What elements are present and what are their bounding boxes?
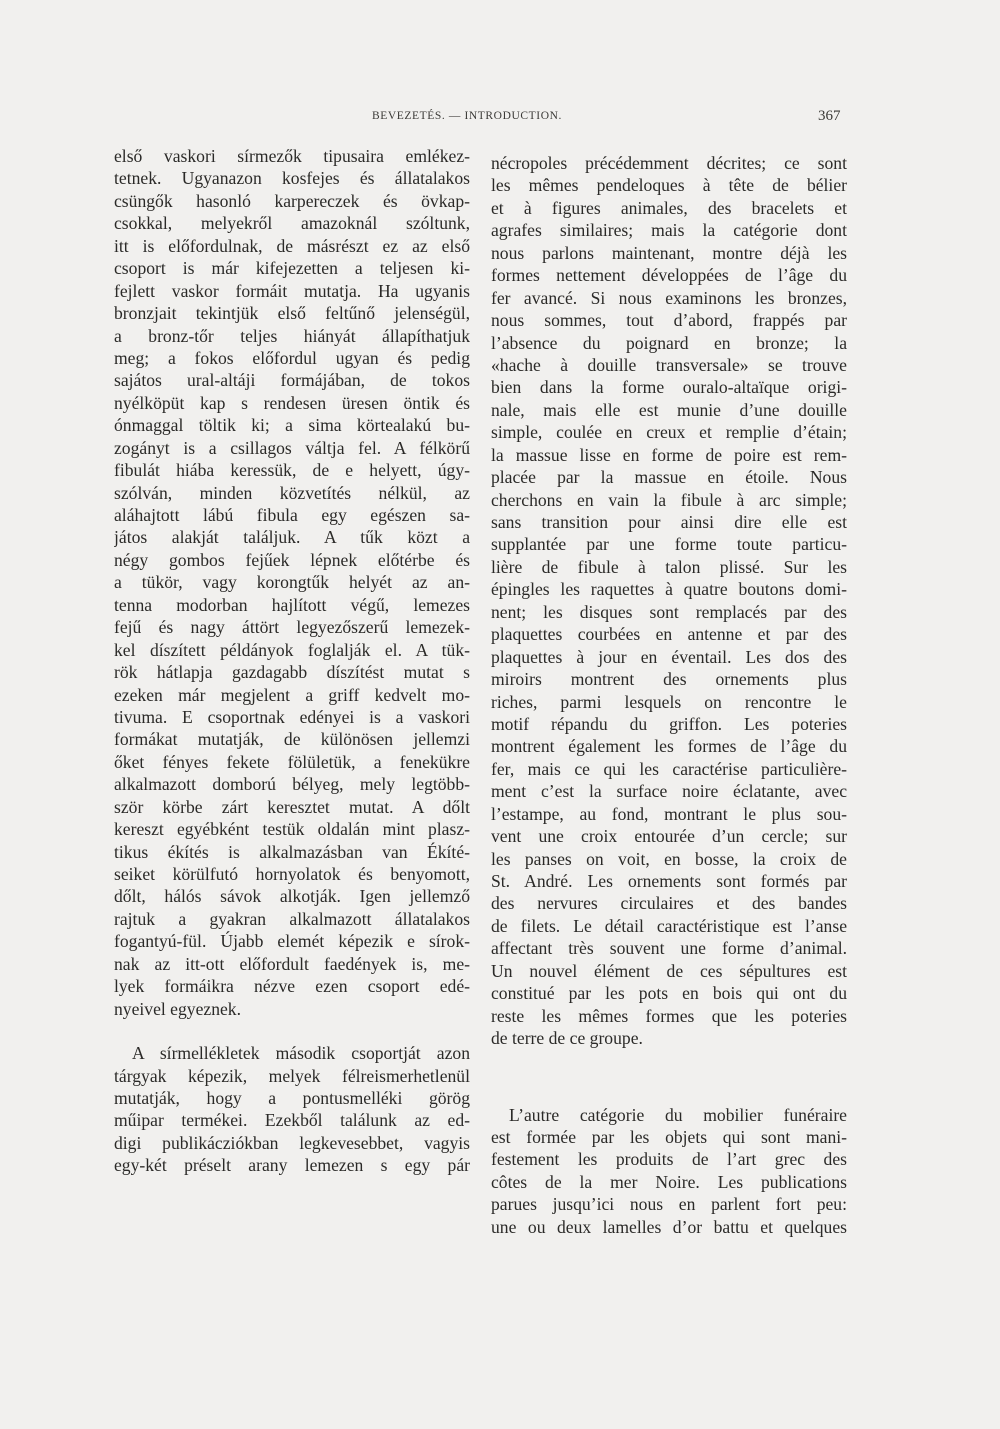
text-line: A sírmellékletek második csoportját azon: [132, 1043, 470, 1064]
text-line: tetnek. Ugyanazon kosfejes és állatalakos: [114, 168, 470, 189]
text-line: plaquettes courbées en antenne et par des: [491, 624, 847, 645]
text-line: l’estampe, au fond, montrant le plus sou-: [491, 803, 847, 824]
text-line: et à figures animales, des bracelets et: [491, 197, 847, 218]
text-line: fibulát hiába keressük, de e helyett, úgy-: [114, 460, 470, 481]
text-line: nyeivel egyeznek.: [114, 998, 242, 1019]
text-line: alkalmazott domború bélyeg, mely legtöbb-: [114, 774, 470, 795]
text-line: fejű és nagy áttört legyezőszerű lemezek-: [114, 617, 470, 638]
text-line: la massue lisse en forme de poire est rem-: [491, 444, 847, 465]
text-line: ször körbe zárt keresztet mutat. A dőlt: [114, 796, 470, 817]
page-number: 367: [818, 108, 841, 124]
text-line: bronzjait tekintjük első feltűnő jelenségül,: [114, 303, 470, 324]
text-line: fejlett vaskor formáit mutatja. Ha ugyanis: [114, 280, 470, 301]
text-line: cherchons en vain la fibule à arc simple;: [491, 489, 847, 510]
text-line: motif répandu du griffon. Les poteries: [491, 713, 847, 734]
text-line: nent; les disques sont remplacés par des: [491, 601, 847, 622]
text-line: L’autre catégorie du mobilier funéraire: [509, 1104, 847, 1125]
text-line: csüngők hasonló karpereczek és övkap-: [114, 190, 470, 211]
text-line: itt is előfordulnak, de másrészt ez az első: [114, 235, 470, 256]
text-line: de terre de ce groupe.: [491, 1028, 643, 1049]
text-line: tikus ékítés is alkalmazásban van Ékíté-: [114, 841, 470, 862]
text-line: miroirs montrent des ornements plus: [491, 669, 847, 690]
text-line: kereszt egyébként testük oldalán mint plasz-: [114, 819, 470, 840]
text-line: les mêmes pendeloques à tête de bélier: [491, 175, 847, 196]
french-paragraph-2: [491, 1104, 847, 1239]
text-line: mutatják, hogy a pontusmelléki görög: [114, 1087, 470, 1108]
text-line: szólván, minden közvetítés nélkül, az: [114, 482, 470, 503]
text-line: csokkal, melyekről amazoknál szóltunk,: [114, 213, 470, 234]
text-line: reste les mêmes formes que les poteries: [491, 1005, 847, 1026]
text-line: placée par la massue en étoile. Nous: [491, 467, 847, 488]
text-line: affectant très souvent une forme d’animal.: [491, 938, 847, 959]
text-line: fogantyú-fül. Újabb elemét képezik e sírok-: [114, 931, 470, 952]
text-line: őket fényes fekete fölületük, a fenekükre: [114, 751, 470, 772]
text-line: nécropoles précédemment décrites; ce sont: [491, 153, 847, 173]
text-line: játos alakját találjuk. A tűk közt a: [114, 527, 470, 548]
hungarian-paragraph-1: [114, 145, 470, 1020]
text-line: nyélköpüt kap s rendesen üresen öntik és: [114, 392, 470, 413]
text-line: parues jusqu’ici nous en parlent fort peu:: [491, 1194, 847, 1215]
french-column: [491, 152, 847, 1238]
text-line: nale, mais elle est munie d’une douille: [491, 399, 847, 420]
text-line: a tükör, vagy korongtűk helyét az an-: [114, 572, 470, 593]
text-line: sajátos ural-altáji formájában, de tokos: [114, 370, 470, 391]
text-line: egy-két préselt arany lemezen s egy pár: [114, 1155, 470, 1176]
text-line: bien dans la forme ouralo-altaïque origi-: [491, 377, 847, 398]
text-line: les panses on voit, en bosse, la croix de: [491, 848, 847, 869]
text-line: digi publikácziókban legkevesebbet, vagyis: [114, 1132, 470, 1153]
text-line: plaquettes à jour en éventail. Les dos des: [491, 646, 847, 667]
text-line: dőlt, hálós sávok alkotják. Igen jellemző: [114, 886, 470, 907]
text-line: est formée par les objets qui sont mani-: [491, 1126, 847, 1147]
french-paragraph-1: [491, 152, 847, 1050]
text-line: festement les produits de l’art grec des: [491, 1149, 847, 1170]
text-line: épingles les raquettes à quatre boutons domi-: [491, 579, 847, 600]
text-line: Un nouvel élément de ces sépultures est: [491, 960, 847, 981]
text-line: «hache à douille transversale» se trouve: [491, 354, 847, 375]
text-line: vent une croix entourée d’un cercle; sur: [491, 826, 847, 847]
text-line: formákat mutatják, de különösen jellemzi: [114, 729, 470, 750]
text-line: simple, coulée en creux et remplie d’étain;: [491, 422, 847, 443]
text-line: kel díszített példányok foglalják el. A tük-: [114, 639, 470, 660]
text-line: ezeken már megjelent a griff kedvelt mo-: [114, 684, 470, 705]
hungarian-paragraph-2: [114, 1042, 470, 1177]
text-line: rajtuk a gyakran alkalmazott állatalakos: [114, 908, 470, 929]
text-line: zogányt is a csillagos váltja fel. A félkörű: [114, 437, 470, 458]
text-line: montrent également les formes de l’âge du: [491, 736, 847, 757]
text-line: fer, mais ce qui les caractérise particulière-: [491, 758, 847, 779]
text-line: constitué par les pots en bois qui ont du: [491, 983, 847, 1004]
running-head: BEVEZETÉS. — INTRODUCTION.: [372, 110, 562, 122]
text-line: lyek formáikra nézve ezen csoport edé-: [114, 976, 470, 997]
text-line: ment c’est la surface noire éclatante, avec: [491, 781, 847, 802]
text-line: aláhajtott lábú fibula egy egészen sa-: [114, 505, 470, 525]
text-line: ónmaggal töltik ki; a sima körtealakú bu-: [114, 415, 470, 436]
text-line: tenna modorban hajlított végű, lemezes: [114, 594, 470, 615]
text-line: tárgyak képezik, melyek félreismerhetlenül: [114, 1065, 470, 1086]
text-line: de filets. Le détail caractéristique est l’anse: [491, 915, 847, 936]
page-header: [0, 106, 1000, 130]
text-line: agrafes similaires; mais la catégorie dont: [491, 220, 847, 241]
text-line: a bronz-tőr teljes hiányát állapíthatjuk: [114, 325, 470, 346]
text-line: nous sommes, tout d’abord, frappés par: [491, 310, 847, 331]
text-line: sans transition pour ainsi dire elle est: [491, 512, 847, 532]
text-line: seiket körülfutó hornyolatok és benyomott,: [114, 864, 470, 884]
text-line: lière de fibule à talon plissé. Sur les: [491, 556, 847, 577]
text-line: St. André. Les ornements sont formés par: [491, 871, 847, 891]
text-line: côtes de la mer Noire. Les publications: [491, 1171, 847, 1192]
text-line: meg; a fokos előfordul ugyan és pedig: [114, 347, 470, 368]
text-line: első vaskori sírmezők tipusaira emlékez-: [114, 146, 470, 166]
text-line: formes nettement développées de l’âge du: [491, 265, 847, 286]
text-line: rök hátlapja gazdagabb díszítést mutat s: [114, 662, 470, 683]
text-line: tivuma. E csoportnak edényei is a vaskori: [114, 706, 470, 727]
text-line: nous parlons maintenant, montre déjà les: [491, 242, 847, 263]
hungarian-column: [114, 145, 470, 1177]
text-line: fer avancé. Si nous examinons les bronzes,: [491, 287, 847, 308]
text-line: nak az itt-ott előfordult faedények is, me-: [114, 953, 470, 974]
text-line: négy gombos fejűek lépnek előtérbe és: [114, 549, 470, 570]
text-line: une ou deux lamelles d’or battu et quelques: [491, 1216, 847, 1237]
text-line: des nervures circulaires et des bandes: [491, 893, 847, 914]
text-line: supplantée par une forme toute particu-: [491, 534, 847, 555]
text-line: csoport is már kifejezetten a teljesen ki-: [114, 258, 470, 279]
text-line: riches, parmi lesquels on rencontre le: [491, 691, 847, 712]
text-line: l’absence du poignard en bronze; la: [491, 332, 847, 353]
text-line: műipar termékei. Ezekből találunk az ed-: [114, 1110, 470, 1131]
